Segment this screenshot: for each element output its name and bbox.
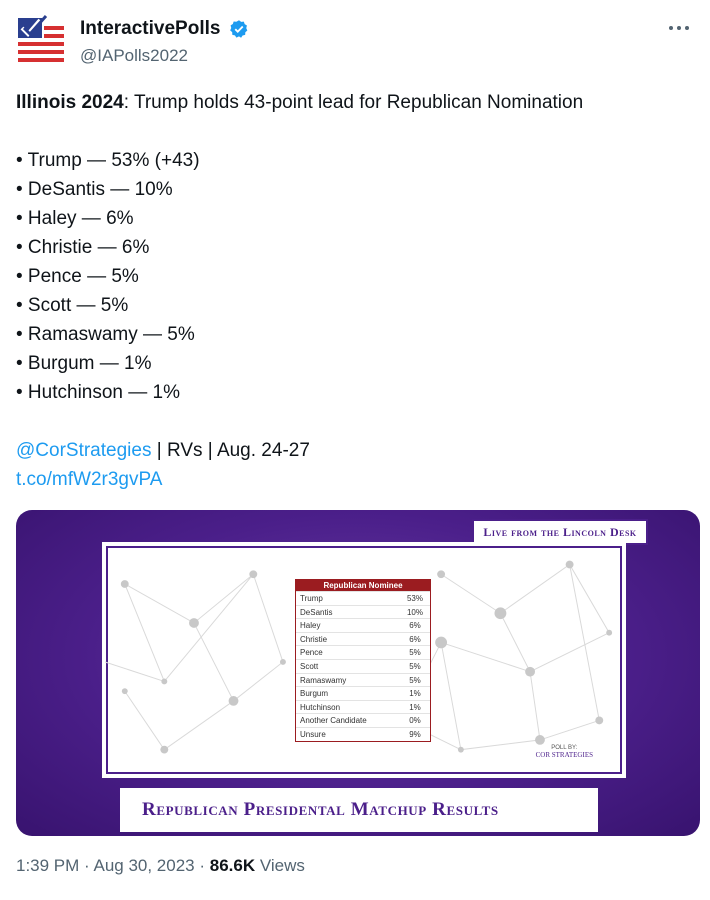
source-details: | RVs | Aug. 24-27 (151, 440, 310, 461)
list-item: • Ramaswamy — 5% (16, 324, 195, 345)
list-item: • Scott — 5% (16, 295, 129, 316)
matchup-banner (120, 788, 598, 832)
list-item: • DeSantis — 10% (16, 179, 173, 200)
timestamp[interactable]: 1:39 PM · Aug 30, 2023 · (16, 856, 210, 875)
table-row: Haley 6% (296, 618, 430, 632)
corner-label-text: Live from the Lincoln Desk (483, 524, 637, 539)
poll-by-label: POLL BY: (551, 745, 578, 751)
headline-location: Illinois 2024 (16, 92, 124, 113)
table-row: Christie 6% (296, 632, 430, 646)
list-item: • Burgum — 1% (16, 353, 152, 374)
more-horizontal-icon[interactable] (666, 18, 692, 38)
list-item: • Hutchinson — 1% (16, 382, 181, 403)
author-handle[interactable]: @IAPolls2022 (80, 46, 188, 65)
banner-text: Republican Presidental Matchup Results (142, 799, 499, 820)
results-list (16, 146, 696, 407)
tweet-header (14, 12, 696, 72)
results-board (102, 542, 626, 778)
tweet-headline (16, 88, 696, 117)
table-row: Hutchinson 1% (296, 700, 430, 714)
table-row: Unsure 9% (296, 727, 430, 741)
author-display-name[interactable]: InteractivePolls (80, 18, 221, 39)
tweet-media-image[interactable] (16, 510, 700, 836)
table-row: DeSantis 10% (296, 605, 430, 619)
views-label: Views (255, 856, 305, 875)
table-row: Scott 5% (296, 659, 430, 673)
mention-link[interactable]: @CorStrategies (16, 440, 152, 461)
cor-strategies-logo: COR STRATEGIES (535, 751, 593, 759)
list-item: • Haley — 6% (16, 208, 134, 229)
poll-results-table (295, 579, 431, 742)
headline-text: : Trump holds 43-point lead for Republican Nomination (123, 92, 584, 113)
table-row: Trump 53% (296, 591, 430, 605)
source-line (16, 436, 696, 465)
tweet-footer (16, 856, 305, 876)
table-row: Pence 5% (296, 645, 430, 659)
table-row: Ramaswamy 5% (296, 673, 430, 687)
avatar-flag-ballot-checkmark-icon[interactable] (14, 14, 68, 68)
tweet-body (16, 88, 696, 494)
list-item: • Pence — 5% (16, 266, 139, 287)
author-names (80, 18, 249, 66)
table-row: Burgum 1% (296, 686, 430, 700)
table-title: Republican Nominee (296, 580, 430, 591)
list-item: • Christie — 6% (16, 237, 150, 258)
table-row: Another Candidate 0% (296, 713, 430, 727)
poll-by-credit (536, 745, 593, 759)
list-item: • Trump — 53% (+43) (16, 150, 200, 171)
views-count: 86.6K (209, 856, 256, 875)
short-link[interactable]: t.co/mfW2r3gvPA (16, 469, 163, 490)
verified-badge-icon[interactable] (229, 19, 249, 39)
